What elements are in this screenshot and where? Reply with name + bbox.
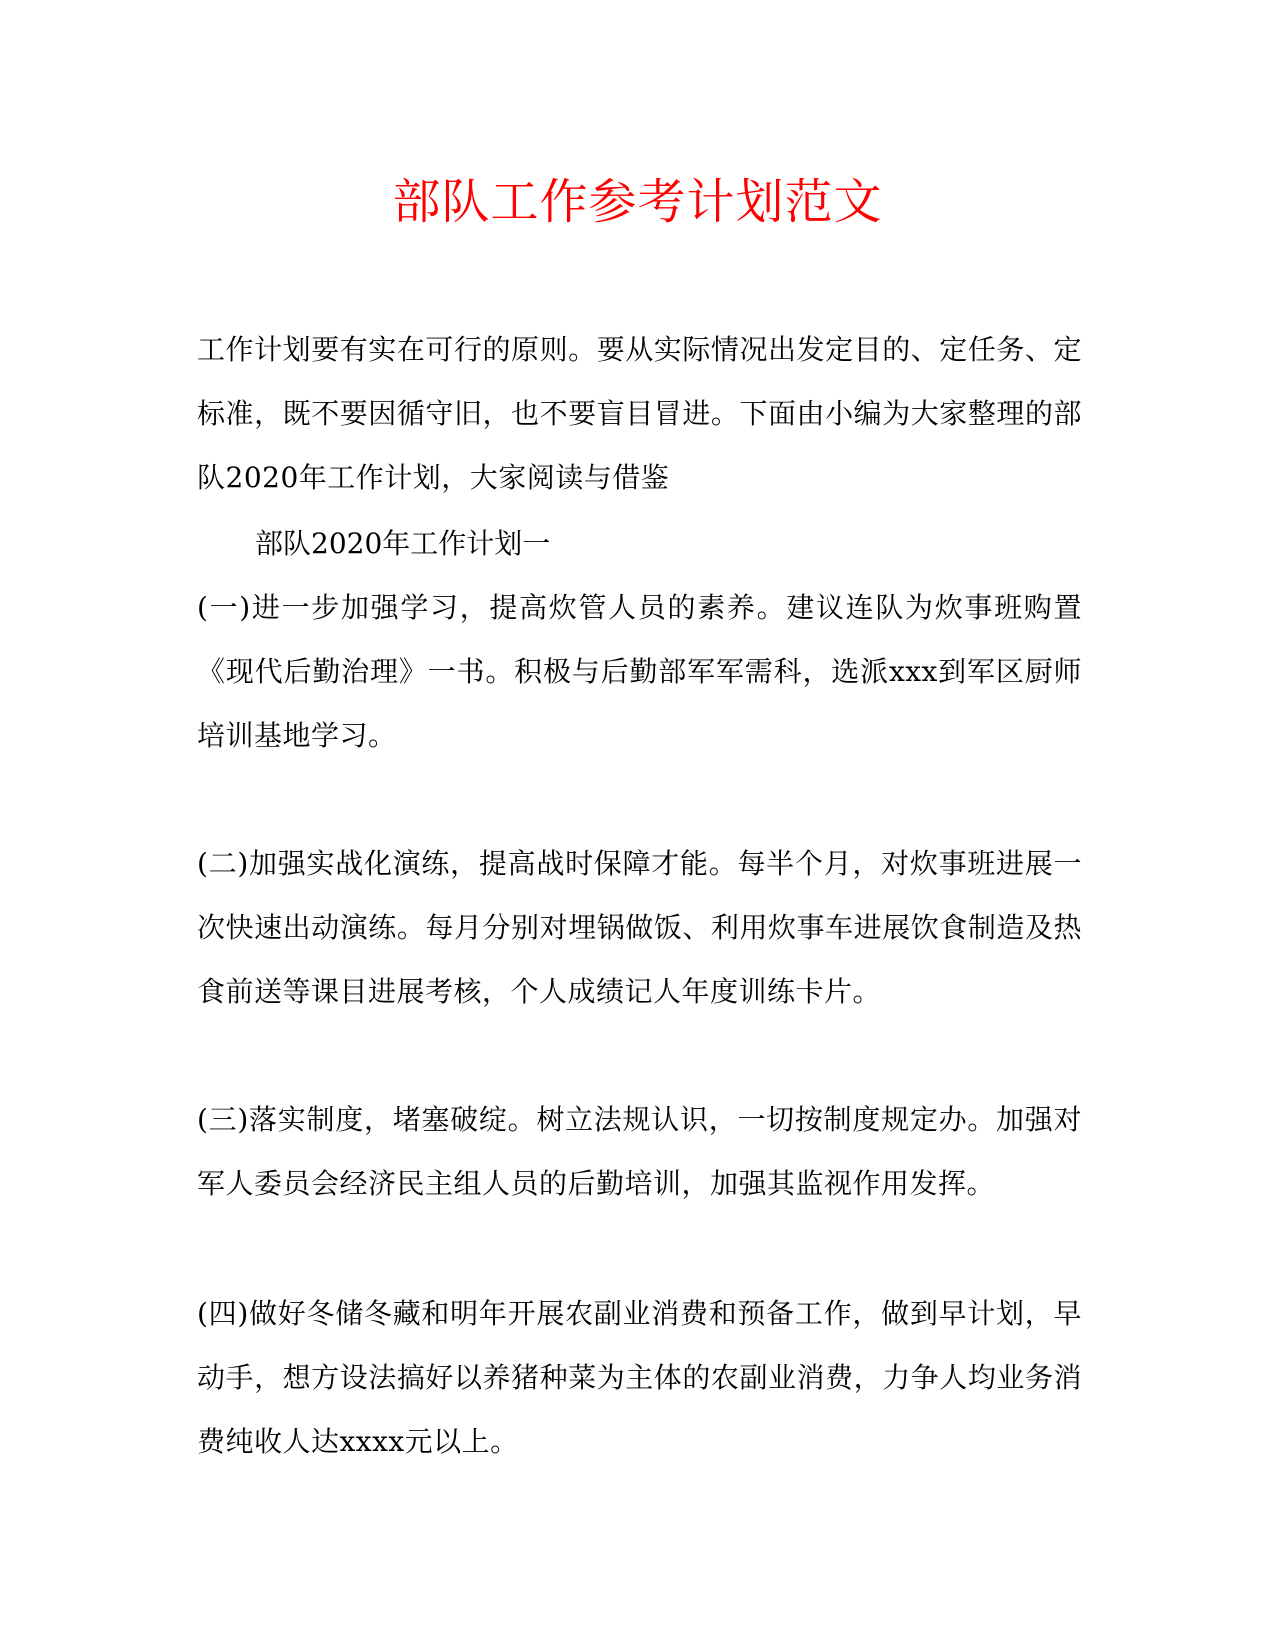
document-title: 部队工作参考计划范文	[392, 174, 883, 230]
plan-item-1: (一)进一步加强学习，提高炊管人员的素养。建议连队为炊事班购置《现代后勤治理》一书。积极与后勤部军军需科，选派xxx到军区厨师培训基地学习。	[197, 591, 1082, 752]
intro-paragraph: 工作计划要有实在可行的原则。要从实际情况出发定目的、定任务、定标准，既不要因循守旧，也不要盲目冒进。下面由小编为大家整理的部队2020年工作计划，大家阅读与借鉴	[197, 333, 1082, 494]
plan-item-2: (二)加强实战化演练，提高战时保障才能。每半个月，对炊事班进展一次快速出动演练。每月分别对埋锅做饭、利用炊事车进展饮食制造及热食前送等课目进展考核，个人成绩记人年度训练卡片。	[197, 847, 1082, 1008]
section-heading: 部队2020年工作计划一	[255, 527, 551, 560]
plan-item-4: (四)做好冬储冬藏和明年开展农副业消费和预备工作，做到早计划，早动手，想方设法搞好以养猪种菜为主体的农副业消费，力争人均业务消费纯收人达xxxx元以上。	[197, 1297, 1082, 1458]
plan-item-3: (三)落实制度，堵塞破绽。树立法规认识，一切按制度规定办。加强对军人委员会经济民主组人员的后勤培训，加强其监视作用发挥。	[197, 1103, 1082, 1200]
